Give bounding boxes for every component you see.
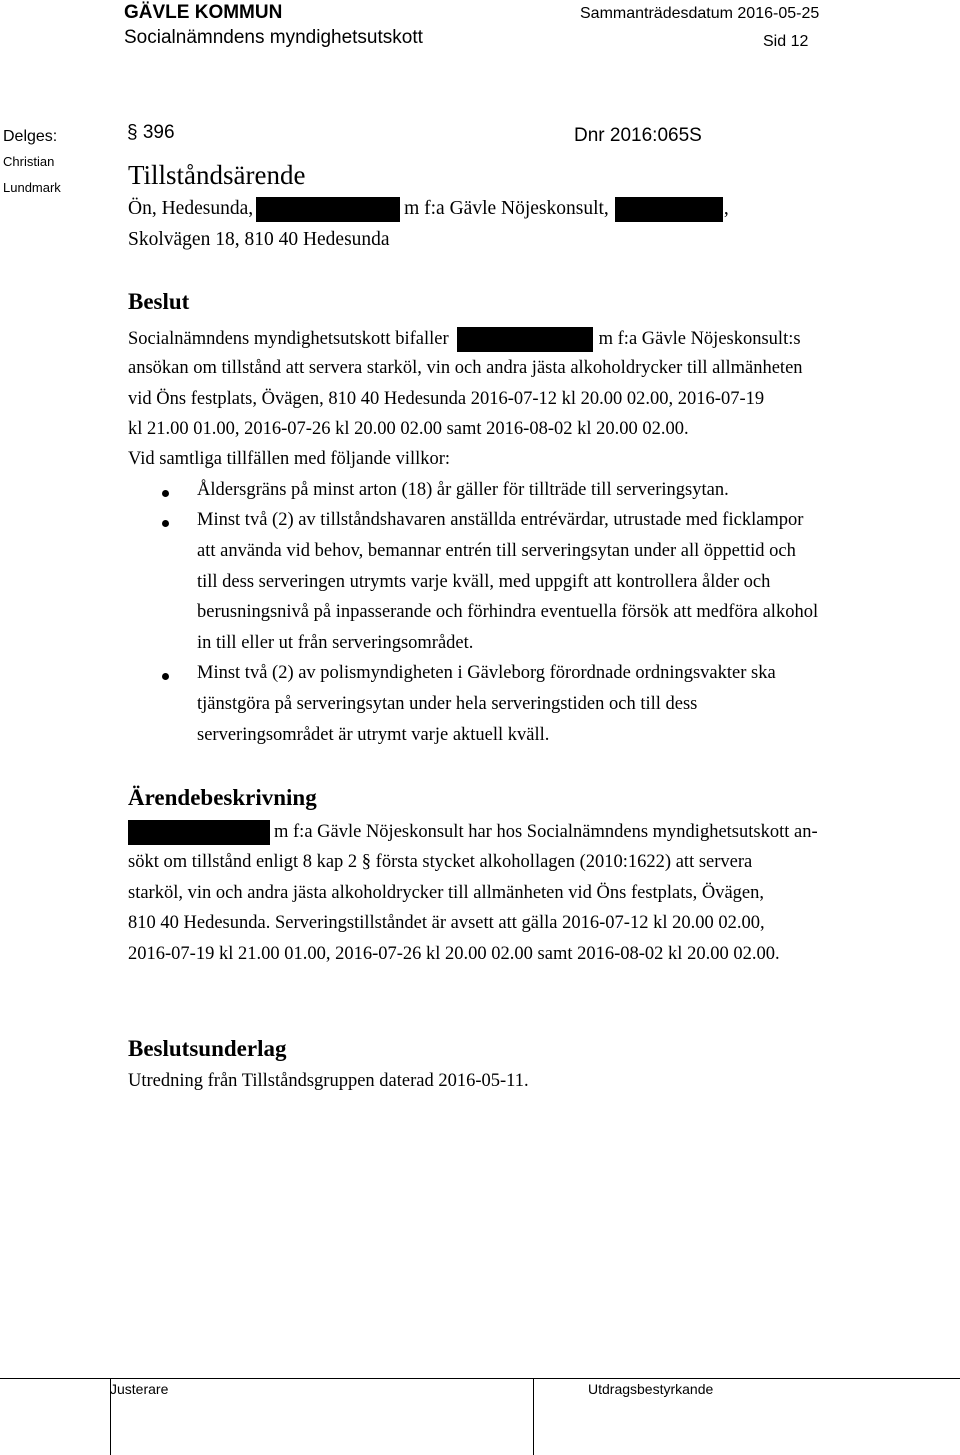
arende-line-2: sökt om tillstånd enligt 8 kap 2 § första stycket alkohollagen (2010:1622) att servera xyxy=(128,852,753,872)
footer-justerare-label: Justerare xyxy=(110,1381,169,1397)
beslut-line-1a: Socialnämndens myndighetsutskott bifaller xyxy=(128,328,449,349)
condition-2-line-2: att använda vid behov, bemannar entrén till serveringsytan under all öppettid och xyxy=(197,541,796,561)
bullet-dot xyxy=(162,520,169,527)
redaction-box xyxy=(256,197,400,222)
redaction-box xyxy=(615,197,723,222)
footer-rule xyxy=(0,1378,960,1379)
beslutsunderlag-text: Utredning från Tillståndsgruppen daterad 2016-05-11. xyxy=(128,1071,529,1091)
recipient-first-name: Christian xyxy=(3,154,55,169)
arende-line-1-text: m f:a Gävle Nöjeskonsult har hos Socialnämndens myndighetsutskott an- xyxy=(274,821,818,842)
beslut-line-1b: m f:a Gävle Nöjeskonsult:s xyxy=(598,328,801,349)
footer-utdragsbestyrkande-label: Utdragsbestyrkande xyxy=(588,1381,714,1397)
org-name: GÄVLE KOMMUN xyxy=(124,2,283,23)
redaction-box xyxy=(457,327,593,352)
diary-number: Dnr 2016:065S xyxy=(574,125,702,146)
section-heading-beslutsunderlag: Beslutsunderlag xyxy=(128,1036,287,1061)
page-number: Sid 12 xyxy=(763,33,809,50)
recipient-last-name: Lundmark xyxy=(3,180,61,195)
beslut-line-3: vid Öns festplats, Övägen, 810 40 Hedesunda 2016-07-12 kl 20.00 02.00, 2016-07-19 xyxy=(128,389,765,409)
section-heading-arendebeskrivning: Ärendebeskrivning xyxy=(128,785,317,810)
delges-label: Delges: xyxy=(3,128,58,145)
bullet-dot xyxy=(162,673,169,680)
bullet-dot xyxy=(162,490,169,497)
case-line-1b: m f:a Gävle Nöjeskonsult, xyxy=(404,197,609,219)
case-line-1c: , xyxy=(723,197,729,219)
condition-2-line-3: till dess serveringen utrymts varje kväll, med uppgift att kontrollera ålder och xyxy=(197,572,771,592)
footer-divider xyxy=(533,1378,534,1455)
beslut-line-5: Vid samtliga tillfällen med följande villkor: xyxy=(128,449,451,469)
case-line-1 xyxy=(128,197,729,222)
beslut-line-4: kl 21.00 01.00, 2016-07-26 kl 20.00 02.00 samt 2016-08-02 kl 20.00 02.00. xyxy=(128,419,689,439)
arende-line-3: starköl, vin och andra jästa alkoholdrycker till allmänheten vid Öns festplats, Övägen, xyxy=(128,883,765,903)
arende-line-5: 2016-07-19 kl 21.00 01.00, 2016-07-26 kl 20.00 02.00 samt 2016-08-02 kl 20.00 02.00. xyxy=(128,944,780,964)
paragraph-number: § 396 xyxy=(127,122,175,143)
arende-line-4: 810 40 Hedesunda. Serveringstillståndet är avsett att gälla 2016-07-12 kl 20.00 02.00, xyxy=(128,913,765,933)
case-address: Skolvägen 18, 810 40 Hedesunda xyxy=(128,229,390,250)
condition-3-line-1: Minst två (2) av polismyndigheten i Gävleborg förordnade ordningsvakter ska xyxy=(197,663,776,683)
department-name: Socialnämndens myndighetsutskott xyxy=(124,27,423,48)
case-line-1a: Ön, Hedesunda, xyxy=(128,197,254,219)
section-heading-beslut: Beslut xyxy=(128,289,190,314)
beslut-line-2: ansökan om tillstånd att servera starköl, vin och andra jästa alkoholdrycker till allmänheten xyxy=(128,358,803,378)
condition-3-line-3: serveringsområdet är utrymt varje aktuell kväll. xyxy=(197,725,550,745)
redaction-box xyxy=(128,820,270,845)
arende-line-1 xyxy=(128,820,818,845)
condition-1-line-1: Åldersgräns på minst arton (18) år gäller för tillträde till serveringsytan. xyxy=(197,480,729,500)
condition-2-line-1: Minst två (2) av tillståndshavaren anställda entrévärdar, utrustade med ficklampor xyxy=(197,510,804,530)
meeting-date: Sammanträdesdatum 2016-05-25 xyxy=(580,5,820,22)
beslut-line-1 xyxy=(128,327,801,352)
condition-3-line-2: tjänstgöra på serveringsytan under hela serveringstiden och till dess xyxy=(197,694,698,714)
condition-2-line-5: in till eller ut från serveringsområdet. xyxy=(197,633,474,653)
case-title: Tillståndsärende xyxy=(128,160,306,190)
condition-2-line-4: berusningsnivå på inpasserande och förhindra eventuella försök att medföra alkohol xyxy=(197,602,819,622)
